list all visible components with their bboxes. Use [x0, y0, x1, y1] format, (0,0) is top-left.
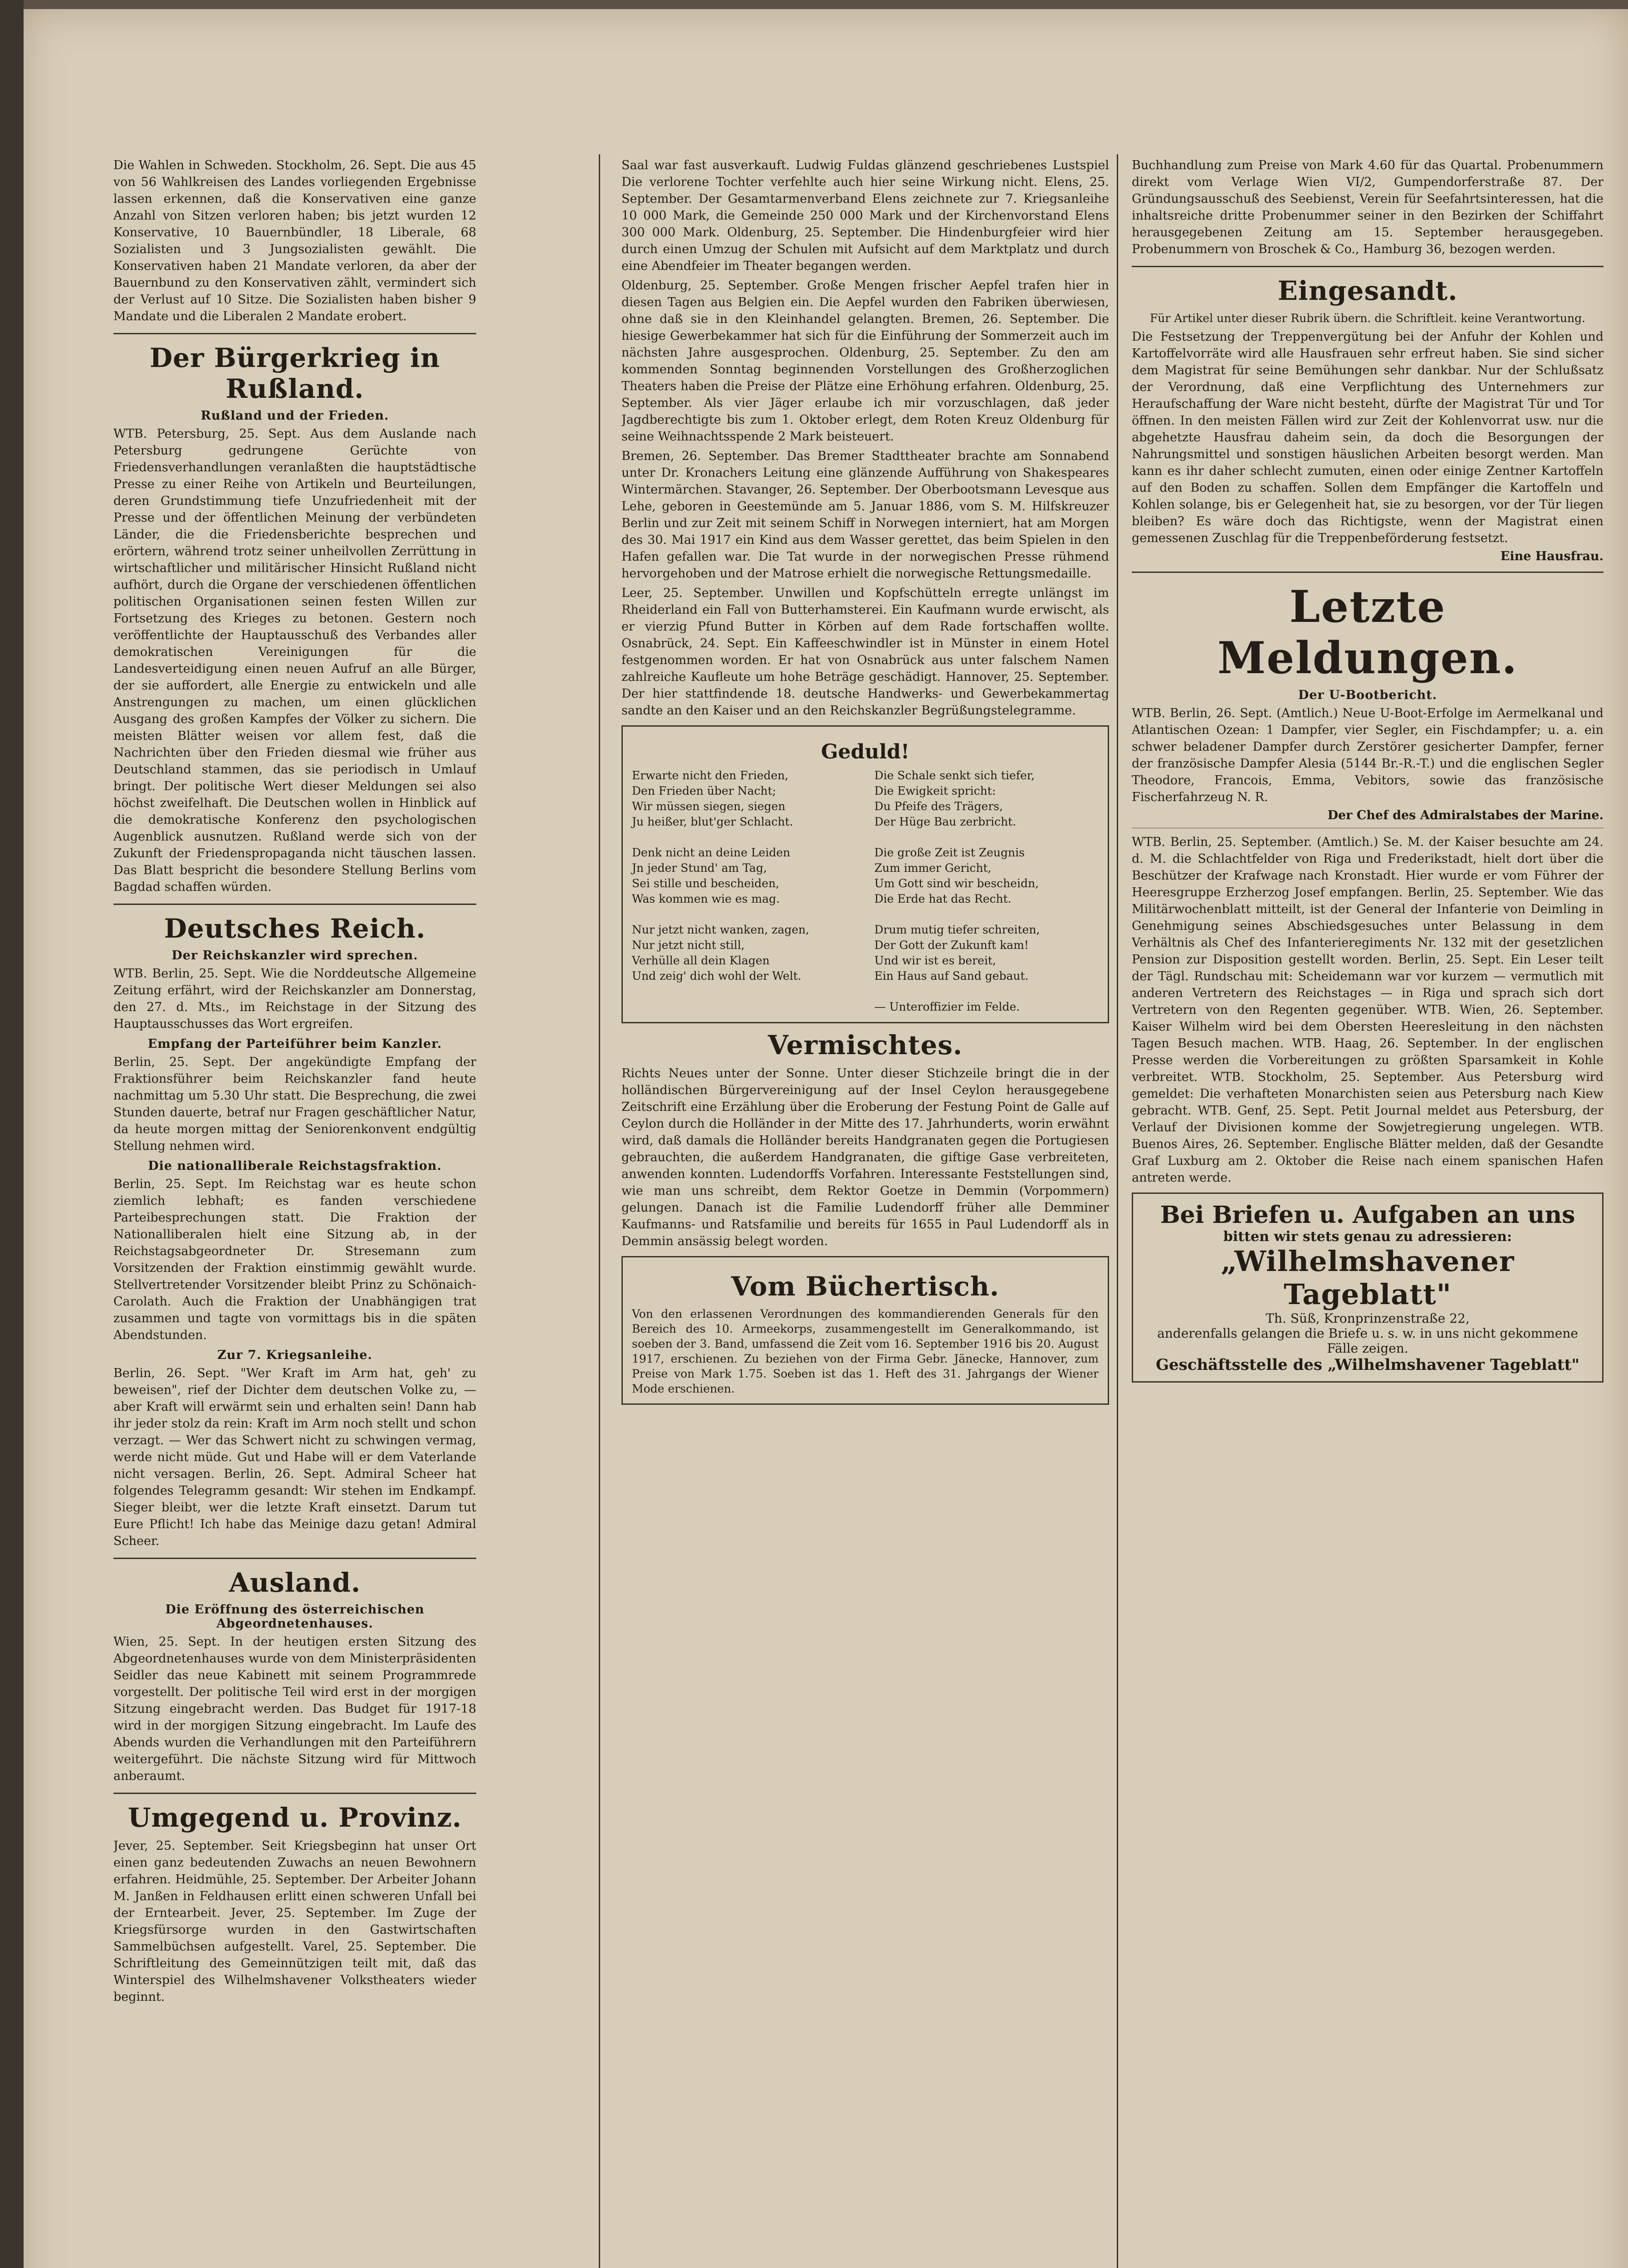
article-book-notice: Buchhandlung zum Preise von Mark 4.60 für das Quartal. Probenummern direkt vom Verlage Wien VI/2, Gumpendorferstraße 87. Der Gründungsausschuß des Seebienst, Verein für Seefahrtsinteressen, hat die inhaltsreiche dritte Probenummer seiner in den Bezirken der Schiffahrt herausgegebenen Zeitung am 15. September herausgegeben. Probenummern von Broschek & Co., Hamburg 36, bezogen werden.	[1132, 158, 1604, 256]
headline-vermischtes: Vermischtes.	[768, 1030, 963, 1061]
headline-umgegend: Umgegend u. Provinz.	[127, 1802, 462, 1833]
article-vermischtes: Richts Neues unter der Sonne. Unter dieser Stichzeile bringt die in der holländischen Bürgervereinigung auf der Insel Ceylon herausgegebene Zeitschrift eine Erzählung über die Eroberung der Festung Point de Galle auf Ceylon durch die Holländer in der Mitte des 17. Jahrhunderts, worin erwähnt wird, daß damals die Holländer bereits Handgranaten gegen die Portugiesen gebrauchten, die außerdem Handgranaten, die giftige Gase verbreiteten, anwenden konnten. Ludendorffs Vorfahren. Interessante Feststellungen sind, wie man uns schreibt, dem Rektor Goetze in Demmin (Vorpommern) gelungen. Danach ist die Familie Ludendorff früher alle Demminer Kaufmanns- und Ratsfamilie und bereits für 1655 in Paul Ludendorff als in Demmin ansässig belegt worden.	[621, 1066, 1109, 1248]
buechertisch-box	[621, 1256, 1109, 1405]
article-provinz: Jever, 25. September. Seit Kriegsbeginn hat unser Ort einen ganz bedeutenden Zuwachs an neuen Bewohnern erfahren. Heidmühle, 25. September. Der Arbeiter Johann M. Janßen in Feldhausen erlitt einen schweren Unfall bei der Erntearbeit. Jever, 25. September. Im Zuge der Kriegsfürsorge wurden in den Gastwirtschaften Sammelbüchsen aufgestellt. Varel, 25. September. Die Schriftleitung des Gemeinnützigen teilt mit, daß das Winterspiel des Wilhelmshavener Volkstheaters wieder beginnt.	[113, 1839, 476, 2004]
article-sweden-elections: Die Wahlen in Schweden. Stockholm, 26. Sept. Die aus 45 von 56 Wahlkreisen des Landes vorliegenden Ergebnisse lassen erkennen, daß die Konservativen eine ganze Anzahl von Sitzen verloren haben; bis jetzt wurden 12 Konservative, 10 Bauernbündler, 18 Liberale, 68 Sozialisten und 3 Jungsozialisten gewählt. Die Konservativen haben 21 Mandate verloren, da aber der Bauernbund zu den Konservativen zählt, vermindert sich der Verlust auf 10 Sitze. Die Sozialisten haben bisher 9 Mandate und die Liberalen 2 Mandate erobert.	[113, 158, 476, 323]
headline-letzte-meldungen: Letzte Meldungen.	[1217, 581, 1518, 684]
subheadline: Die nationalliberale Reichstagsfraktion.	[148, 1159, 442, 1173]
article-buechertisch: Von den erlassenen Verordnungen des kommandierenden Generals für den Bereich des 10. Armeekorps, zusammengestellt im Generalkommando, ist soeben der 3. Band, umfassend die Zeit vom 16. September 1916 bis 20. August 1917, erschienen. Zu beziehen von der Firma Gebr. Jänecke, Hannover, zum Preise von Mark 1.75. Soeben ist das 1. Heft des 31. Jahrgangs der Wiener Mode erschienen.	[632, 1307, 1099, 1395]
article-uboot: WTB. Berlin, 26. Sept. (Amtlich.) Neue U-Boot-Erfolge im Aermelkanal und Atlantischen Ozean: 1 Dampfer, vier Segler, ein Fischdampfer; u. a. ein schwer beladener Dampfer durch Zerstörer gesicherter Dampfer, ferner der französische Dampfer Alesia (5144 Br.-R.-T.) und die englischen Segler Theodore, Francois, Emma, Vebitors, sowie das französische Fischerfahrzeug N. R.	[1132, 706, 1604, 804]
divider	[1132, 266, 1604, 267]
ad-line-2: bitten wir stets genau zu adressieren:	[1223, 1229, 1512, 1245]
article-eingesandt: Die Festsetzung der Treppenvergütung bei der Anfuhr der Kohlen und Kartoffelvorräte wird alle Hausfrauen sehr erfreut haben. Sie sind sicher dem Magistrat für seine Bemühungen sehr dankbar. Nur der Schlußsatz der Verordnung, daß eine Verpflichtung des Unternehmers zur Heraufschaffung der Ware nicht besteht, dürfte der Magistrat Tür und Tor öffnen. In den meisten Fällen wird zur Zeit der Kohlenvorrat usw. nur die abgehetzte Hausfrau daheim sein, da doch die Besorgungen der Nahrungsmittel und sonstigen häuslichen Arbeiten besorgt werden. Man kann es ihr daher schlecht zumuten, einen oder einige Zentner Kartoffeln auf den Boden zu schaffen. Sollen dem Empfänger die Kartoffeln und Kohlen solange, bis er Gelegenheit hat, sie zu besorgen, vor der Tür liegen bleiben? Es wäre doch das Richtigste, wenn der Magistrat einen gemessenen Zuschlag für die Treppenbeförderung festsetzt.	[1132, 330, 1604, 545]
subheadline: Der Reichskanzler wird sprechen.	[171, 948, 418, 963]
article-local-news: Saal war fast ausverkauft. Ludwig Fuldas glänzend geschriebenes Lustspiel Die verlorene Tochter verfehlte auch hier seine Wirkung nicht. Elens, 25. September. Der Gesamtarmenverband Elens zeichnete zur 7. Kriegsanleihe 10 000 Mark, die Gemeinde 250 000 Mark und der Kirchenvorstand Elens 300 000 Mark. Oldenburg, 25. September. Die Hindenburgfeier wird hier durch einen Umzug der Schulen mit Aufsicht auf dem Marktplatz und durch eine Abendfeier im Theater begangen werden.	[621, 158, 1109, 273]
article-local-news-4: Leer, 25. September. Unwillen und Kopfschütteln erregte unlängst im Rheiderland ein Fall von Butterhamsterei. Ein Kaufmann wurde erwischt, als er vierzig Pfund Butter in Körben auf dem Rade fortschaffen wollte. Osnabrück, 24. Sept. Ein Kaffeeschwindler ist in Münster in einem Hotel festgenommen worden. Er hat von Osnabrück aus unter falschem Namen zahlreiche Kaufleute um hohe Beträge geschädigt. Hannover, 25. September. Der hier stattfindende 18. deutsche Handwerks- und Gewerbekammertag sandte an den Kaiser und an den Reichskanzler Begrüßungstelegramme.	[621, 586, 1109, 718]
ad-note: anderenfalls gelangen die Briefe u. s. w. in uns nicht gekommene Fälle zeigen.	[1157, 1326, 1578, 1356]
eingesandt-note: Für Artikel unter dieser Rubrik übern. die Schriftleit. keine Verantwortung.	[1149, 312, 1586, 325]
article-local-news-2: Oldenburg, 25. September. Große Mengen frischer Aepfel trafen hier in diesen Tagen aus Belgien ein. Die Aepfel wurden den Fabriken überwiesen, ohne daß sie in den Kleinhandel gelangten. Bremen, 26. September. Die hiesige Gewerbekammer hat sich für die Einführung der Sommerzeit auch im nächsten Jahre ausgesprochen. Oldenburg, 25. September. Zu den am kommenden Sonntag beginnenden Vorstellungen des Großherzoglichen Theaters haben die Preise der Plätze eine Erhöhung erfahren. Oldenburg, 25. September. Als vier Jäger erlaube ich mir vorzuschlagen, daß jeder Jagdberechtigte bis zum 1. Oktober erlegt, dem Roten Kreuz Oldenburg für seine Weihnachtsspende 2 Mark beisteuert.	[621, 279, 1109, 444]
divider	[1132, 572, 1604, 573]
article-nationalliberale: Berlin, 25. Sept. Im Reichstag war es heute schon ziemlich lebhaft; es fanden verschiedene Parteibesprechungen statt. Die Fraktion der Nationalliberalen hielt eine Sitzung ab, in der Reichstagsabgeordneter Dr. Stresemann zum Vorsitzenden der Fraktion einstimmig gewählt wurde. Stellvertretender Vorsitzender bleibt Prinz zu Schönaich-Carolath. Auch die Fraktion der Unabhängigen trat zusammen und tagte von vormittags bis in die späten Abendstunden.	[113, 1177, 476, 1342]
poem-left-stanzas: Erwarte nicht den Frieden, Den Frieden über Nacht; Wir müssen siegen, siegen Ju heißer, blut'ger Schlacht. Denk nicht an deine Leiden Jn jeder Stund' am Tag, Sei stille und bescheiden, Was kommen wie es mag. Nur jetzt nicht wanken, zagen, Nur jetzt nicht still, Verhülle all dein Klagen Und zeig' dich wohl der Welt.	[632, 769, 810, 982]
column-rule-1	[599, 154, 600, 2268]
subheadline: Der U-Bootbericht.	[1298, 688, 1437, 702]
poem-right-stanzas: Die Schale senkt sich tiefer, Die Ewigkeit spricht: Du Pfeife des Trägers, Der Hüge Bau zerbricht. Die große Zeit ist Zeugnis Zum immer Gericht, Um Gott sind wir bescheidn, Die Erde hat das Recht. Drum mutig tiefer schreiten, Der Gott der Zukunft kam! Und wir ist es bereit, Ein Haus auf Sand gebaut. — Unteroffizier im Felde.	[874, 769, 1040, 1013]
headline-deutsches-reich: Deutsches Reich.	[164, 913, 426, 944]
headline-buechertisch: Vom Büchertisch.	[731, 1271, 1000, 1302]
tageblatt-advertisement	[1132, 1193, 1604, 1383]
poem-box	[621, 725, 1109, 1023]
subheadline: Empfang der Parteiführer beim Kanzler.	[147, 1037, 442, 1051]
ad-line-1: Bei Briefen u. Aufgaben an uns	[1160, 1201, 1575, 1229]
headline-ausland: Ausland.	[229, 1567, 361, 1598]
headline-buergerkrieg: Der Bürgerkrieg in Rußland.	[149, 342, 440, 404]
article-russia: WTB. Petersburg, 25. Sept. Aus dem Auslande nach Petersburg gedrungene Gerüchte von Friedensverhandlungen veranlaßten die hauptstädtische Presse zu einer Reihe von Artikeln und Beurteilungen, deren Grundstimmung tiefe Unzufriedenheit mit der Presse und der öffentlichen Meinung der verbündeten Länder, die die Friedensberichte besprechen und erörtern, während trotz seiner unheilvollen Zerrüttung in wirtschaftlicher und militärischer Hinsicht Rußland nicht aufhört, durch die Organe der verschiedenen öffentlichen politischen Organisationen seinen festen Willen zur Fortsetzung des Krieges zu betonen. Gestern noch veröffentlichte der Hauptausschuß des Verbandes aller demokratischen Vereinigungen für die Landesverteidigung einen neuen Aufruf an alle Bürger, der sie auffordert, alle Energie zu entwickeln und alle Anstrengungen zu machen, um einen glücklichen Ausgang des großen Kampfes der Völker zu sichern. Die meisten Blätter weisen vor allem fest, daß die Nachrichten über den Frieden diesmal wie früher aus Deutschland stammen, das sie periodisch in Umlauf bringt. Der politische Wert dieser Meldungen sei also höchst zweifelhaft. Die Deutschen wollen in Hinblick auf die demokratische Konferenz den psychologischen Augenblick ausnutzen. Rußland werde sich von der Zukunft der Friedenspropaganda nicht täuschen lassen. Das Blatt bespricht die besondere Stellung Berlins vom Bagdad schaffen würden.	[113, 427, 476, 894]
subheadline: Die Eröffnung des österreichischen Abgeordnetenhauses.	[165, 1603, 425, 1631]
article-kriegsanleihe: Berlin, 26. Sept. "Wer Kraft im Arm hat, geh' zu beweisen", rief der Dichter dem deutschen Volke zu, — aber Kraft will erwärmt sein und erhalten sein! Dann hab ihr jeder stolz da rein: Kraft im Arm noch stellt und schon verzagt. — Wer das Schwert nicht zu schwingen vermag, werde nicht müde. Gut und Habe will er dem Vaterlande nicht versagen. Berlin, 26. Sept. Admiral Scheer hat folgendes Telegramm gesandt: Wir stehen im Endkampf. Sieger bleibt, wer die letzte Kraft einsetzt. Darum tut Eure Pflicht! Ich habe das Meinige dazu getan! Admiral Scheer.	[113, 1366, 476, 1548]
poem-title: Geduld!	[821, 740, 910, 763]
column-right	[1132, 154, 1604, 1389]
subheadline: Rußland und der Frieden.	[200, 409, 389, 423]
headline-eingesandt: Eingesandt.	[1277, 275, 1458, 306]
divider	[113, 333, 476, 334]
ad-geschaeftsstelle: Geschäftsstelle des „Wilhelmshavener Tageblatt"	[1155, 1356, 1580, 1374]
divider	[113, 1793, 476, 1794]
column-left	[113, 154, 476, 2008]
article-austria: Wien, 25. Sept. In der heutigen ersten Sitzung des Abgeordnetenhauses wurde von dem Ministerpräsidenten Seidler das neue Kabinett mit seinem Programmrede vorgestellt. Der politische Teil wird erst in der morgigen Sitzung eingebracht werden. Das Budget für 1917-18 wird in der morgigen Sitzung eingebracht. Im Laufe des Abends wurden die Verhandlungen mit den Parteiführern weitergeführt. Die nächste Sitzung wird für Mittwoch anberaumt.	[113, 1635, 476, 1783]
uboot-signature: Der Chef des Admiralstabes der Marine.	[1327, 808, 1604, 822]
divider	[113, 1558, 476, 1559]
ad-tageblatt-name: „Wilhelmshavener Tageblatt"	[1221, 1245, 1515, 1311]
eingesandt-signature: Eine Hausfrau.	[1500, 549, 1604, 563]
article-parteifuehrer: Berlin, 25. Sept. Der angekündigte Empfang der Fraktionsführer beim Reichskanzler fand heute nachmittag um 5.30 Uhr statt. Die Besprechung, die zwei Stunden dauerte, betraf nur Fragen geschäftlicher Natur, da heute morgen mittag der Seniorenkonvent endgültig Stellung nehmen wird.	[113, 1055, 476, 1153]
column-rule-2	[1117, 154, 1118, 2268]
article-reichskanzler: WTB. Berlin, 25. Sept. Wie die Norddeutsche Allgemeine Zeitung erfährt, wird der Reichskanzler am Donnerstag, den 27. d. Mts., im Reichstage in der Sitzung des Hauptausschusses das Wort ergreifen.	[113, 967, 476, 1031]
divider	[113, 904, 476, 905]
subheadline: Zur 7. Kriegsanleihe.	[217, 1348, 372, 1362]
article-local-news-3: Bremen, 26. September. Das Bremer Stadttheater brachte am Sonnabend unter Dr. Kronachers Leitung eine glänzende Aufführung von Shakespeares Wintermärchen. Stavanger, 26. September. Der Oberbootsmann Levesque aus Lehe, geboren in Geestemünde am 5. Januar 1886, vom S. M. Hilfskreuzer Berlin und zur Zeit mit seinem Schiff in Norwegen interniert, hat am Morgen des 30. Mai 1917 ein Kind aus dem Wasser gerettet, das beim Spielen in den Hafen gefallen war. Die Tat wurde in der norwegischen Presse rühmend hervorgehoben und der Matrose erhielt die norwegische Rettungsmedaille.	[621, 449, 1109, 581]
column-middle	[621, 154, 1109, 1411]
ad-address: Th. Süß, Kronprinzenstraße 22,	[1266, 1311, 1470, 1326]
article-letzte: WTB. Berlin, 25. September. (Amtlich.) Se. M. der Kaiser besuchte am 24. d. M. die Schlachtfelder von Riga und Frederikstadt, hielt dort über die Beschützer der Krafwage nach Kronstadt. Hier wurde er vom Führer der Heeresgruppe Erzherzog Josef empfangen. Berlin, 25. September. Wie das Militärwochenblatt mitteilt, ist der General der Infanterie von Deimling in Genehmigung seines Abschiedsgesuches unter Belassung in dem Verhältnis als Chef des Infanterieregiments Nr. 132 mit der gesetzlichen Pension zur Disposition gestellt worden. Berlin, 25. Sept. Ein Leser teilt der Tägl. Rundschau mit: Scheidemann war vor kurzem — vermutlich mit anderen Vertretern des Reichstages — in Riga und sprach sich dort Vertretern von den Regenten gegenüber. WTB. Wien, 26. September. Kaiser Wilhelm wird bei dem Obersten Heeresleitung in den nächsten Tagen Besuch machen. WTB. Haag, 26. September. In der englischen Presse werden die Vorbereitungen zu größten Sparsamkeit in Kohle verbreitet. WTB. Stockholm, 25. September. Aus Petersburg wird gemeldet: Die verhafteten Monarchisten seien aus Petersburg nach Kiew gebracht. WTB. Genf, 25. Sept. Petit Journal meldet aus Petersburg, der Verlauf der Divisionen komme der Sowjetregierung ungelegen. WTB. Buenos Aires, 26. September. Englische Blätter melden, daß der Gesandte Graf Luxburg am 2. Oktober die Reise nach einem spanischen Hafen antreten werde.	[1132, 835, 1604, 1185]
scan-left-edge	[0, 0, 24, 2268]
